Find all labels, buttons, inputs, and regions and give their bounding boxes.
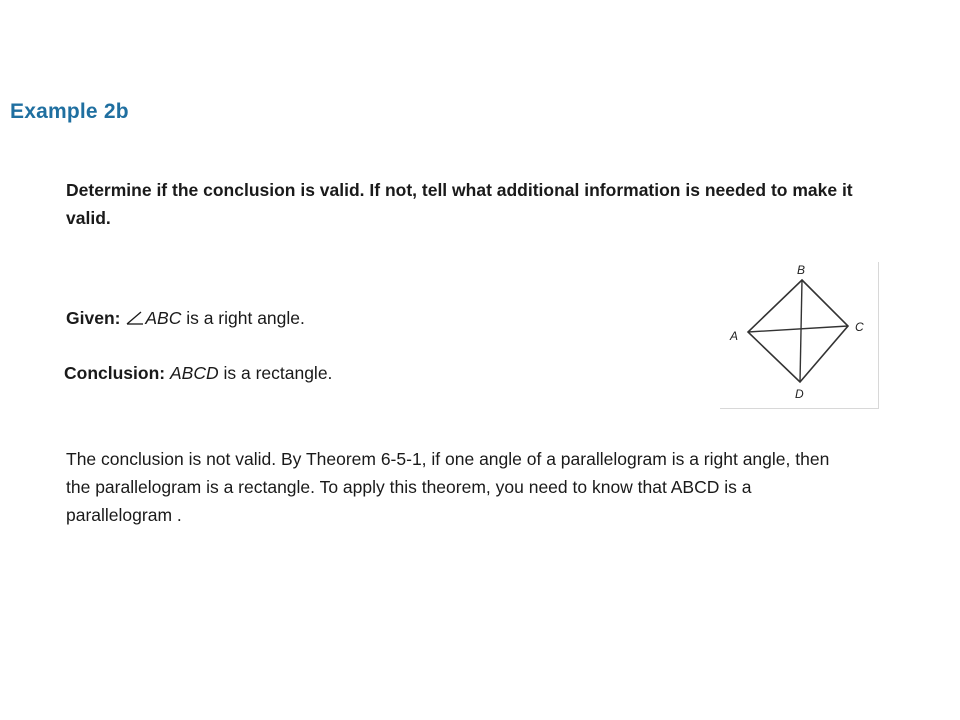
conclusion-shape: ABCD [169,363,219,383]
given-angle: ABC [145,308,182,328]
vertex-label-d: D [795,387,804,401]
given-statement [66,306,305,330]
rhombus-figure [720,262,879,409]
answer-text: The conclusion is not valid. By Theorem 6-5-1, if one angle of a parallelogram is a right angle, then the parallelogram is a rectangle. To apply this theorem, you need to know that ABCD is a parallelogram . [66,449,830,525]
problem-prompt: Determine if the conclusion is valid. If not, tell what additional information is needed to make it valid. [66,180,853,228]
slide-title: Example 2b [10,100,129,123]
conclusion-statement [64,361,332,385]
conclusion-label: Conclusion: [64,363,166,383]
angle-icon [125,310,145,326]
vertex-label-b: B [797,263,806,277]
given-label: Given: [66,308,121,328]
given-rest: is a right angle. [181,308,305,328]
conclusion-rest: is a rectangle. [218,363,333,383]
rhombus-diagram [720,262,878,408]
diagonal-ac [748,326,848,332]
diagonal-bd [800,280,802,382]
vertex-label-c: C [855,320,864,334]
vertex-label-a: A [730,329,739,343]
